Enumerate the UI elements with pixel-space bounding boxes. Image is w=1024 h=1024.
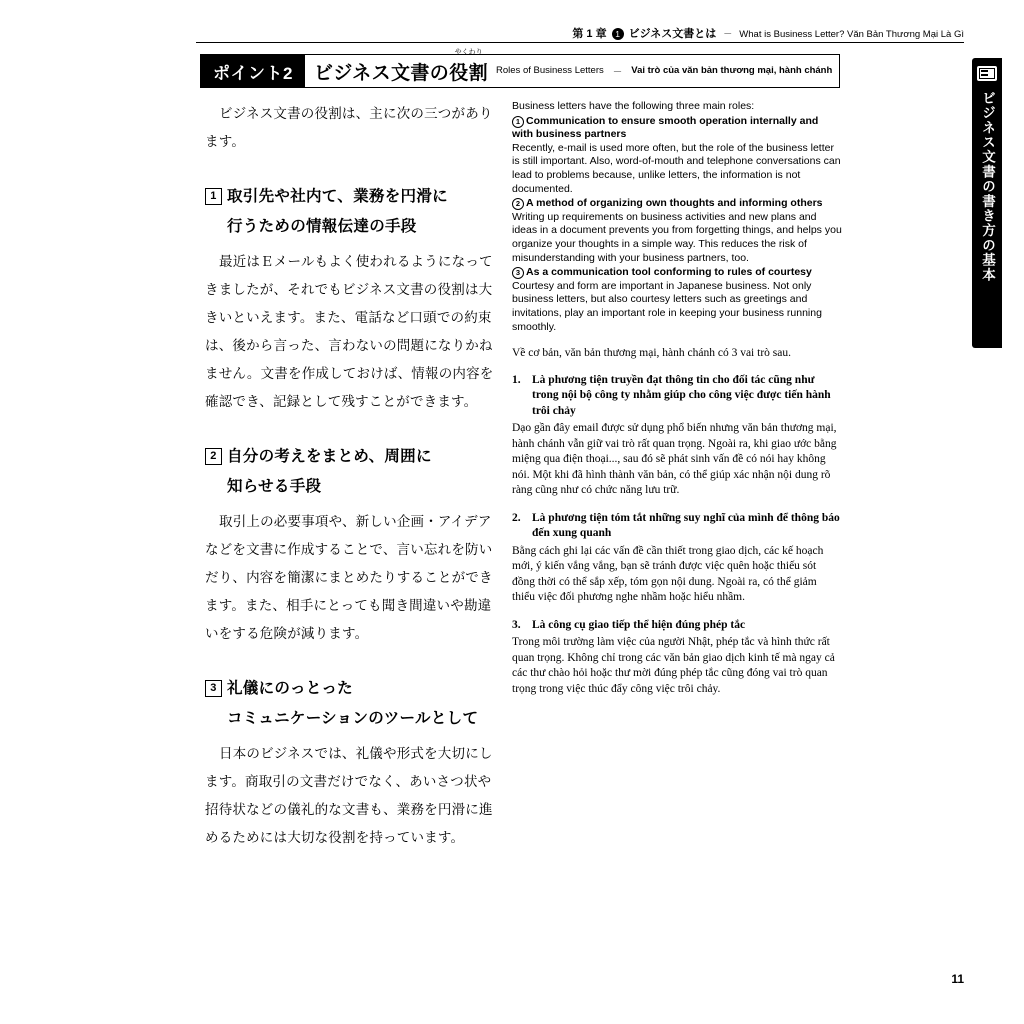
japanese-heading-3 (205, 674, 495, 734)
vietnamese-number-3: 3. (512, 618, 521, 631)
vietnamese-body-2: Bằng cách ghi lại các vấn đề cần thiết trong giao dịch, các kế hoạch mới, ý kiến vắng vắng, bạn sẽ tránh được việc quên hoặc thiếu sót đồng thời có thể sắp xếp, tóm gọn nội dung. Ngoài ra, có thể giảm thiểu việc đối phương nghe nhầm hoặc hiểu nhầm. (512, 544, 824, 604)
vietnamese-number-2: 2. (512, 511, 521, 524)
point-label: ポイント2 (201, 55, 305, 87)
vietnamese-heading-2 (512, 511, 842, 542)
english-body-3: Courtesy and form are important in Japanese business. Not only business letters, but also courtesy letters such as greetings and invitations, play an important role in keeping your business running smoothly. (512, 279, 822, 333)
japanese-body-1: 最近はＥメールもよく使われるようになってきましたが、それでもビジネス文書の役割は大きいといえます。また、電話など口頭での約束は、後から言った、言わないの問題になりかねません。文書を作成しておけば、情報の内容を確認でき、記録として残すことができます。 (205, 254, 494, 409)
letter-icon (977, 66, 997, 81)
point-title-ruby: やくわり (454, 48, 483, 56)
vietnamese-intro: Về cơ bản, văn bản thương mại, hành chánh có 3 vai trò sau. (512, 347, 791, 360)
english-intro: Business letters have the following three main roles: (512, 100, 755, 112)
point-title-dash: － (612, 67, 623, 78)
point-title-japanese: ビジネス文書の役割 やくわり (313, 48, 489, 84)
vietnamese-heading-1 (512, 373, 842, 420)
point-title-bar (200, 48, 840, 88)
vietnamese-body-3: Trong môi trường làm việc của người Nhật, phép tắc và hình thức rất quan trọng. Không chỉ trong các văn bản giao dịch kinh tế mà ngay cả các thư chào hỏi hoặc thư mời đúng phép tắc cũng đóng vai trò quan trọng trong việc thúc đẩy công việc trôi chảy. (512, 636, 835, 695)
side-tab-label: ビジネス文書の書き方の基本 (980, 91, 995, 283)
english-heading-2-text: A method of organizing own thoughts and informing others (526, 197, 823, 210)
japanese-section-number-2: 2 (205, 448, 222, 465)
japanese-heading-3-line2: コミュニケーションのツールとして (227, 710, 479, 727)
japanese-column (205, 100, 495, 856)
vietnamese-number-1: 1. (512, 373, 521, 386)
page-header (0, 22, 1024, 44)
vietnamese-heading-2-text: Là phương tiện tóm tắt những suy nghĩ của mình để thông báo đến xung quanh (532, 511, 840, 540)
header-divider (196, 42, 964, 43)
japanese-heading-2 (205, 442, 495, 502)
english-heading-2 (512, 197, 842, 211)
point-title-vietnamese: Vai trò của văn bản thương mại, hành chánh (631, 65, 833, 76)
english-heading-3-text: As a communication tool conforming to rules of courtesy (526, 266, 812, 279)
english-marker-1-icon: 1 (512, 116, 524, 128)
english-body-1: Recently, e-mail is used more often, but the role of the business letter is still important. Also, word-of-mouth and telephone conversations can lead to problems because, unlike letters, the information is not documented. (512, 141, 841, 195)
header-chapter: 第 1 章 (572, 28, 607, 40)
header-english-title: What is Business Letter? Văn Bản Thương Mại Là Gì (739, 29, 964, 40)
japanese-heading-2-line1: 自分の考えをまとめ、周囲に (227, 448, 432, 465)
vietnamese-heading-3 (512, 618, 842, 634)
japanese-body-2: 取引上の必要事項や、新しい企画・アイデアなどを文書に作成することで、言い忘れを防いだり、内容を簡潔にまとめたりすることができます。また、相手にとっても聞き間違いや勘違いをする危険が減ります。 (205, 514, 493, 641)
vietnamese-heading-1-text: Là phương tiện truyền đạt thông tin cho đối tác cũng như trong nội bộ công ty nhằm giúp cho công việc được tiến hành trôi chảy (532, 373, 831, 417)
vietnamese-body-1: Dạo gần đây email được sử dụng phổ biến nhưng văn bản thương mại, hành chánh vẫn giữ vai trò rất quan trọng. Ngoài ra, khi giao ước bằng miệng qua điện thoại..., sau đó sẽ phát sinh vấn đề có nói hay không nói. Một khi đã hình thành văn bản, có thể giúp xác nhận nội dung rõ ràng cũng như có chức năng lưu trữ. (512, 422, 837, 497)
japanese-section-number-1: 1 (205, 188, 222, 205)
english-heading-1-text: Communication to ensure smooth operation internally and with business partners (512, 114, 819, 141)
header-separator: － (723, 29, 733, 39)
japanese-intro: ビジネス文書の役割は、主に次の三つがあります。 (205, 106, 493, 149)
english-body-2: Writing up requirements on business activities and new plans and ideas in a document prevents you from forgetting things, and helps you organize your thoughts in a simple way. This reduces the risk of misunderstanding with your business partners, too. (512, 210, 842, 264)
japanese-heading-3-line1: 礼儀にのっとった (227, 680, 353, 697)
chapter-side-tab (972, 58, 1002, 348)
japanese-body-3: 日本のビジネスでは、礼儀や形式を大切にします。商取引の文書だけでなく、あいさつ状や招待状などの儀礼的な文書も、業務を円滑に進めるためには大切な役割を持っています。 (205, 746, 493, 845)
japanese-heading-1 (205, 182, 495, 242)
japanese-section-number-3: 3 (205, 680, 222, 697)
english-heading-1 (512, 115, 842, 142)
header-circle-number-icon: 1 (612, 28, 624, 40)
english-marker-3-icon: 3 (512, 267, 524, 279)
japanese-heading-2-line2: 知らせる手段 (227, 478, 322, 495)
header-japanese-title: ビジネス文書とは (628, 28, 717, 40)
translation-column (512, 100, 842, 709)
japanese-heading-1-line2: 行うための情報伝達の手段 (227, 218, 417, 235)
english-heading-3 (512, 266, 842, 280)
vietnamese-heading-3-text: Là công cụ giao tiếp thể hiện đúng phép tắc (532, 618, 746, 631)
english-marker-2-icon: 2 (512, 198, 524, 210)
page-number: 11 (951, 972, 964, 986)
point-title-english: Roles of Business Letters (496, 65, 604, 76)
column-spacer (512, 335, 842, 346)
japanese-heading-1-line1: 取引先や社内て、業務を円滑に (227, 188, 448, 205)
vietnamese-block (512, 346, 842, 697)
